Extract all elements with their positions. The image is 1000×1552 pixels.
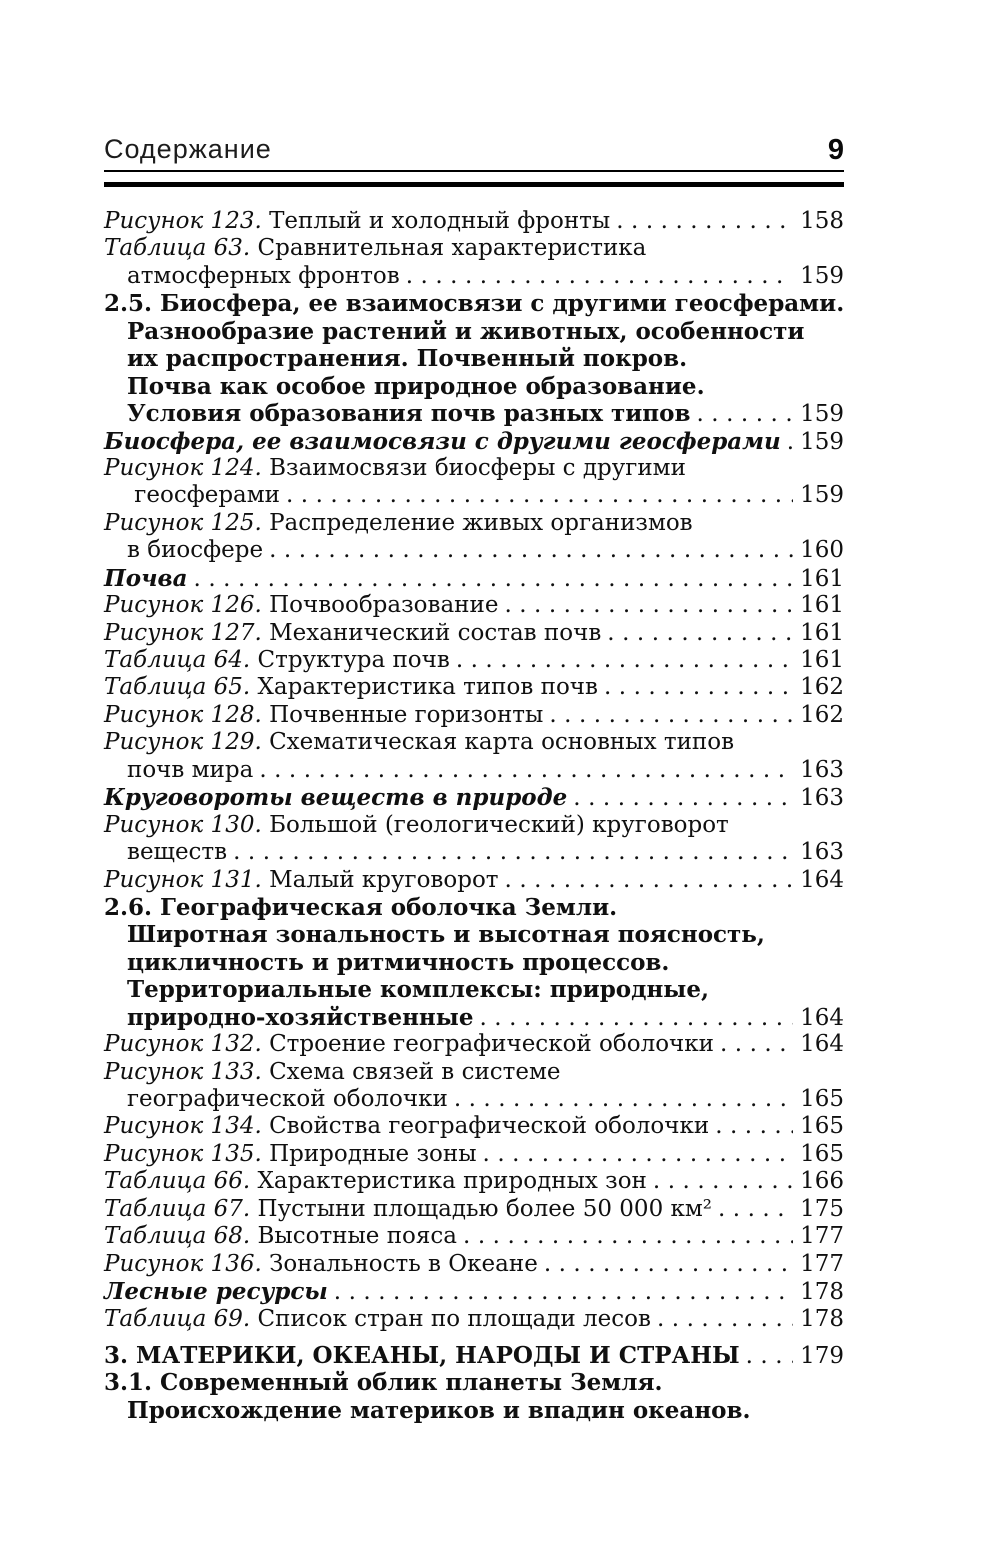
toc-entry-text — [127, 373, 705, 400]
toc-entry — [104, 208, 844, 235]
toc-entry-label: Таблица 65. — [104, 674, 251, 701]
toc-entry — [104, 290, 844, 317]
toc-entry-text — [127, 1397, 751, 1424]
toc-entry-label: Рисунок 135. — [104, 1140, 262, 1167]
dot-leader — [657, 1306, 793, 1333]
toc-entry — [104, 1306, 844, 1333]
toc-entry-text — [127, 537, 263, 564]
toc-entry — [104, 400, 844, 427]
dot-leader — [406, 263, 793, 290]
toc-entry — [104, 455, 844, 482]
toc-entry-title: геосферами — [127, 482, 280, 509]
toc-entry-title: Почва — [104, 564, 188, 592]
toc-entry-text — [104, 1141, 477, 1168]
toc-entry — [104, 235, 844, 262]
dot-leader — [653, 1168, 793, 1195]
toc-list — [104, 208, 844, 1424]
toc-entry-text — [104, 647, 450, 674]
toc-entry-page: 159 — [800, 482, 844, 509]
toc-entry-title: Строение географической оболочки — [261, 1031, 714, 1058]
toc-entry — [104, 263, 844, 290]
toc-entry-page: 165 — [800, 1140, 844, 1167]
toc-entry-title: 3.1. Современный облик планеты Земля. — [104, 1369, 663, 1397]
dot-leader — [259, 757, 793, 784]
toc-entry-text — [104, 565, 188, 592]
dot-leader — [718, 1196, 793, 1223]
toc-entry-text — [104, 1113, 709, 1140]
toc-entry-title: Характеристика типов почв — [250, 674, 598, 701]
toc-entry-label: Рисунок 124. — [104, 454, 262, 481]
toc-entry-label: Рисунок 134. — [104, 1113, 262, 1140]
toc-entry — [104, 1342, 844, 1369]
toc-entry-title: Список стран по площади лесов — [250, 1305, 651, 1332]
dot-leader — [604, 674, 793, 701]
toc-entry-page: 178 — [800, 1279, 844, 1306]
toc-entry — [104, 729, 844, 756]
toc-entry-text — [104, 1251, 538, 1278]
toc-entry — [104, 839, 844, 866]
toc-entry-title: Зональность в Океане — [261, 1250, 538, 1277]
toc-entry — [104, 1059, 844, 1086]
toc-entry — [104, 1004, 844, 1031]
toc-entry-title: атмосферных фронтов — [127, 262, 400, 289]
toc-entry — [104, 949, 844, 976]
toc-entry — [104, 647, 844, 674]
toc-entry-text — [127, 482, 280, 509]
toc-entry-title: Большой (геологический) круговорот — [261, 811, 729, 838]
dot-leader — [334, 1279, 793, 1306]
dot-leader — [544, 1251, 793, 1278]
toc-entry-text — [104, 235, 646, 262]
toc-entry-text — [104, 592, 498, 619]
toc-entry — [104, 1251, 844, 1278]
toc-entry-title: 3. МАТЕРИКИ, ОКЕАНЫ, НАРОДЫ И СТРАНЫ — [104, 1341, 740, 1369]
dot-leader — [483, 1141, 794, 1168]
toc-entry — [104, 318, 844, 345]
toc-entry-label: Рисунок 125. — [104, 509, 262, 536]
toc-entry-text — [104, 290, 844, 317]
toc-entry-title: Почва как особое природное образование. — [127, 372, 705, 400]
toc-entry — [104, 867, 844, 894]
toc-entry — [104, 1141, 844, 1168]
toc-entry-page: 165 — [800, 1113, 844, 1140]
toc-entry-page: 159 — [800, 401, 844, 428]
toc-entry-title: Распределение живых организмов — [261, 509, 693, 536]
toc-entry-title: природно-хозяйственные — [127, 1003, 474, 1031]
toc-entry-label: Рисунок 131. — [104, 866, 262, 893]
header-double-rule — [104, 170, 844, 187]
toc-entry-label: Рисунок 130. — [104, 811, 262, 838]
dot-leader — [463, 1223, 793, 1250]
toc-entry-page: 179 — [800, 1342, 844, 1369]
toc-entry — [104, 537, 844, 564]
toc-entry — [104, 757, 844, 784]
toc-entry-text — [104, 894, 617, 921]
toc-entry-title: Структура почв — [250, 647, 450, 673]
toc-entry-title: географической оболочки — [127, 1086, 448, 1112]
toc-entry-text — [104, 208, 610, 235]
toc-entry — [104, 510, 844, 537]
toc-entry — [104, 1397, 844, 1424]
toc-entry-title: 2.5. Биосфера, ее взаимосвязи с другими геосферами. — [104, 290, 845, 318]
page-header — [104, 134, 844, 165]
toc-entry-title: Механический состав почв — [261, 619, 602, 646]
page-title: Содержание — [104, 134, 272, 164]
toc-entry-title: Почвообразование — [261, 592, 499, 619]
toc-entry-page: 159 — [800, 262, 844, 289]
toc-entry — [104, 1196, 844, 1223]
toc-entry-text — [104, 1196, 712, 1223]
dot-leader — [456, 647, 793, 674]
toc-entry-title: их распространения. Почвенный покров. — [127, 345, 688, 373]
dot-leader — [479, 1005, 793, 1032]
toc-entry-label: Таблица 66. — [104, 1168, 251, 1195]
toc-entry-page: 161 — [800, 592, 844, 619]
toc-entry-text — [104, 1342, 740, 1369]
toc-entry-page: 166 — [800, 1168, 844, 1195]
toc-entry — [104, 1278, 844, 1305]
toc-entry — [104, 1031, 844, 1058]
toc-entry-label: Рисунок 136. — [104, 1250, 262, 1277]
toc-entry-label: Рисунок 133. — [104, 1058, 262, 1085]
toc-entry-title: Происхождение материков и впадин океанов. — [127, 1396, 751, 1424]
dot-leader — [505, 867, 794, 894]
dot-leader — [607, 620, 793, 647]
toc-entry-label: Таблица 63. — [104, 235, 251, 262]
toc-entry — [104, 373, 844, 400]
toc-entry-title: Почвенные горизонты — [261, 701, 544, 728]
toc-entry-text — [127, 949, 669, 976]
toc-entry-page: 161 — [800, 647, 844, 673]
toc-entry-text — [104, 1306, 651, 1333]
toc-entry — [104, 1369, 844, 1396]
toc-entry — [104, 592, 844, 619]
toc-entry-label: Таблица 68. — [104, 1223, 251, 1250]
toc-entry — [104, 482, 844, 509]
toc-entry-label: Рисунок 123. — [104, 208, 262, 234]
dot-leader — [233, 839, 793, 866]
toc-entry — [104, 1113, 844, 1140]
toc-entry-title: цикличность и ритмичность процессов. — [127, 948, 670, 976]
page-content — [104, 134, 844, 1424]
toc-entry — [104, 812, 844, 839]
toc-entry-text — [127, 921, 765, 948]
dot-leader — [454, 1086, 793, 1113]
toc-entry-title: Высотные пояса — [250, 1223, 458, 1250]
toc-entry-text — [127, 976, 709, 1003]
toc-entry-text — [104, 1369, 663, 1396]
toc-entry-page: 159 — [800, 428, 844, 455]
toc-entry-page: 163 — [800, 756, 844, 783]
toc-entry-text — [104, 620, 601, 647]
toc-entry-title: 2.6. Географическая оболочка Земли. — [104, 893, 618, 921]
dot-leader — [787, 429, 793, 456]
toc-entry — [104, 674, 844, 701]
dot-leader — [746, 1343, 793, 1370]
toc-entry-text — [127, 1086, 448, 1113]
toc-entry-text — [127, 839, 227, 866]
toc-entry-text — [104, 867, 499, 894]
toc-entry-text — [104, 428, 781, 455]
dot-leader — [504, 592, 793, 619]
toc-entry-text — [104, 674, 598, 701]
toc-entry-page: 162 — [800, 674, 844, 701]
toc-entry — [104, 784, 844, 811]
toc-entry-title: Биосфера, ее взаимосвязи с другими геосферами — [104, 427, 781, 455]
toc-entry-title: Теплый и холодный фронты — [261, 208, 611, 234]
toc-entry-page: 162 — [800, 701, 844, 728]
toc-entry-text — [104, 510, 693, 537]
dot-leader — [549, 702, 793, 729]
toc-entry — [104, 345, 844, 372]
toc-entry-text — [104, 784, 567, 811]
toc-entry-text — [104, 1278, 328, 1305]
toc-entry-title: Разнообразие растений и животных, особенности — [127, 317, 805, 345]
toc-entry-page: 175 — [800, 1195, 844, 1222]
toc-entry-label: Рисунок 127. — [104, 619, 262, 646]
toc-entry-page: 164 — [800, 1004, 844, 1031]
toc-entry-page: 161 — [800, 565, 844, 592]
toc-entry-title: в биосфере — [127, 537, 264, 564]
toc-entry — [104, 428, 844, 455]
toc-entry-title: Условия образования почв разных типов — [127, 400, 691, 428]
toc-entry-text — [127, 263, 400, 290]
toc-entry-page: 177 — [800, 1223, 844, 1250]
toc-entry-page: 164 — [800, 866, 844, 893]
dot-leader — [696, 401, 793, 428]
toc-entry-page: 164 — [800, 1031, 844, 1058]
toc-entry — [104, 702, 844, 729]
toc-entry-label: Таблица 67. — [104, 1195, 251, 1222]
toc-entry-text — [127, 757, 253, 784]
toc-entry — [104, 1223, 844, 1250]
dot-leader — [573, 785, 793, 812]
dot-leader — [715, 1113, 793, 1140]
toc-entry — [104, 1086, 844, 1113]
toc-entry-page: 158 — [800, 208, 844, 234]
toc-entry-label: Рисунок 132. — [104, 1031, 262, 1058]
toc-entry-page: 161 — [800, 619, 844, 646]
toc-entry-title: Пустыни площадью более 50 000 км² — [250, 1195, 712, 1222]
dot-leader — [616, 208, 793, 235]
toc-entry — [104, 894, 844, 921]
toc-entry — [104, 1168, 844, 1195]
toc-entry-title: Территориальные комплексы: природные, — [127, 976, 710, 1004]
dot-leader — [286, 482, 793, 509]
toc-entry-text — [104, 1168, 647, 1195]
toc-entry-text — [104, 455, 686, 482]
toc-entry-text — [104, 1223, 457, 1250]
toc-entry-title: Свойства географической оболочки — [261, 1113, 710, 1140]
toc-entry-title: Широтная зональность и высотная поясность, — [127, 921, 765, 949]
toc-entry-page: 163 — [800, 785, 844, 812]
toc-entry-page: 165 — [800, 1086, 844, 1112]
toc-entry-text — [104, 1031, 714, 1058]
toc-entry-title: Природные зоны — [261, 1140, 477, 1167]
toc-entry-page: 178 — [800, 1305, 844, 1332]
toc-entry-text — [104, 1059, 561, 1086]
toc-entry-text — [127, 318, 804, 345]
toc-entry — [104, 921, 844, 948]
toc-entry-title: Схематическая карта основных типов — [261, 729, 735, 756]
toc-entry-page: 177 — [800, 1250, 844, 1277]
toc-entry-page: 163 — [800, 839, 844, 866]
toc-entry-label: Рисунок 126. — [104, 592, 262, 619]
toc-entry-text — [104, 702, 543, 729]
toc-entry — [104, 976, 844, 1003]
dot-leader — [269, 537, 793, 564]
toc-entry-text — [104, 729, 734, 756]
toc-entry-title: Характеристика природных зон — [250, 1168, 647, 1195]
toc-entry-label: Рисунок 129. — [104, 729, 262, 756]
toc-entry — [104, 565, 844, 592]
toc-entry-label: Рисунок 128. — [104, 701, 262, 728]
toc-entry-title: Схема связей в системе — [261, 1058, 561, 1085]
toc-entry-text — [104, 812, 729, 839]
toc-entry-text — [127, 1004, 473, 1031]
toc-entry-text — [127, 345, 687, 372]
toc-entry-text — [127, 400, 690, 427]
toc-entry-title: веществ — [127, 839, 228, 866]
toc-entry-title: Взаимосвязи биосферы с другими — [261, 454, 686, 481]
toc-entry-title: Лесные ресурсы — [104, 1278, 328, 1306]
page-number: 9 — [827, 134, 844, 166]
toc-entry-title: почв мира — [127, 756, 254, 783]
toc-entry-label: Таблица 64. — [104, 647, 251, 673]
toc-entry-title: Малый круговорот — [261, 866, 499, 893]
toc-entry — [104, 620, 844, 647]
toc-entry-page: 160 — [800, 537, 844, 564]
toc-entry-title: Круговороты веществ в природе — [104, 784, 568, 812]
dot-leader — [720, 1031, 793, 1058]
toc-entry-title: Сравнительная характеристика — [250, 235, 647, 262]
dot-leader — [194, 566, 794, 593]
toc-entry-label: Таблица 69. — [104, 1305, 251, 1332]
